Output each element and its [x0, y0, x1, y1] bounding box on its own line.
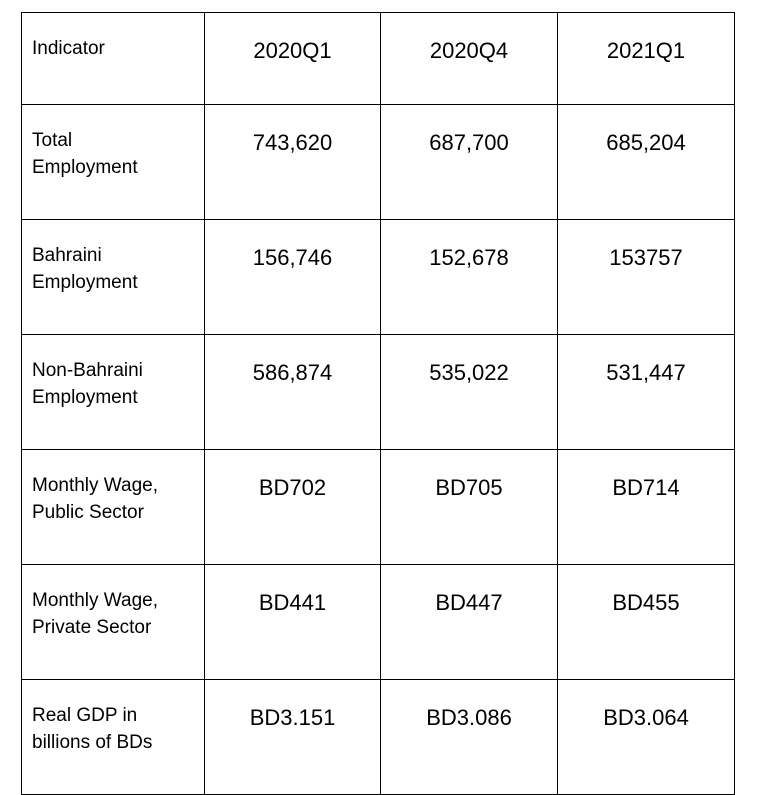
table-cell: BD702 [205, 450, 381, 565]
table-cell: 586,874 [205, 335, 381, 450]
table-cell: BD3.086 [381, 680, 558, 795]
table-cell: 156,746 [205, 220, 381, 335]
row-label-line: Real GDP in [32, 705, 138, 726]
table-cell: BD3.064 [558, 680, 735, 795]
row-label [22, 105, 205, 220]
row-label [22, 220, 205, 335]
table-cell: BD441 [205, 565, 381, 680]
table-row [22, 450, 735, 565]
table-cell: BD447 [381, 565, 558, 680]
table-cell: 152,678 [381, 220, 558, 335]
table-cell: BD455 [558, 565, 735, 680]
header-2020q1: 2020Q1 [205, 13, 381, 105]
row-label-line: Employment [32, 272, 138, 293]
table-cell: 685,204 [558, 105, 735, 220]
table-cell: 687,700 [381, 105, 558, 220]
row-label [22, 680, 205, 795]
table-cell: 743,620 [205, 105, 381, 220]
table-cell: 535,022 [381, 335, 558, 450]
row-label-line: Monthly Wage, [32, 475, 159, 496]
table-cell: 531,447 [558, 335, 735, 450]
table-cell: BD3.151 [205, 680, 381, 795]
table-row [22, 335, 735, 450]
table-row [22, 565, 735, 680]
row-label [22, 565, 205, 680]
row-label-line: billions of BDs [32, 732, 153, 753]
row-label [22, 450, 205, 565]
row-label [22, 335, 205, 450]
row-label-line: Employment [32, 157, 138, 178]
row-label-line: Private Sector [32, 617, 152, 638]
row-label-line: Employment [32, 387, 138, 408]
header-2021q1: 2021Q1 [558, 13, 735, 105]
row-label-line: Monthly Wage, [32, 590, 159, 611]
row-label-line: Public Sector [32, 502, 144, 523]
row-label-line: Total [32, 130, 73, 151]
header-indicator: Indicator [22, 13, 205, 105]
table-header-row [22, 13, 735, 105]
table-row [22, 680, 735, 795]
table-cell: 153757 [558, 220, 735, 335]
table-row [22, 105, 735, 220]
row-label-line: Non-Bahraini [32, 360, 143, 381]
table-cell: BD714 [558, 450, 735, 565]
table-row [22, 220, 735, 335]
table-cell: BD705 [381, 450, 558, 565]
row-label-line: Bahraini [32, 245, 102, 266]
header-2020q4: 2020Q4 [381, 13, 558, 105]
